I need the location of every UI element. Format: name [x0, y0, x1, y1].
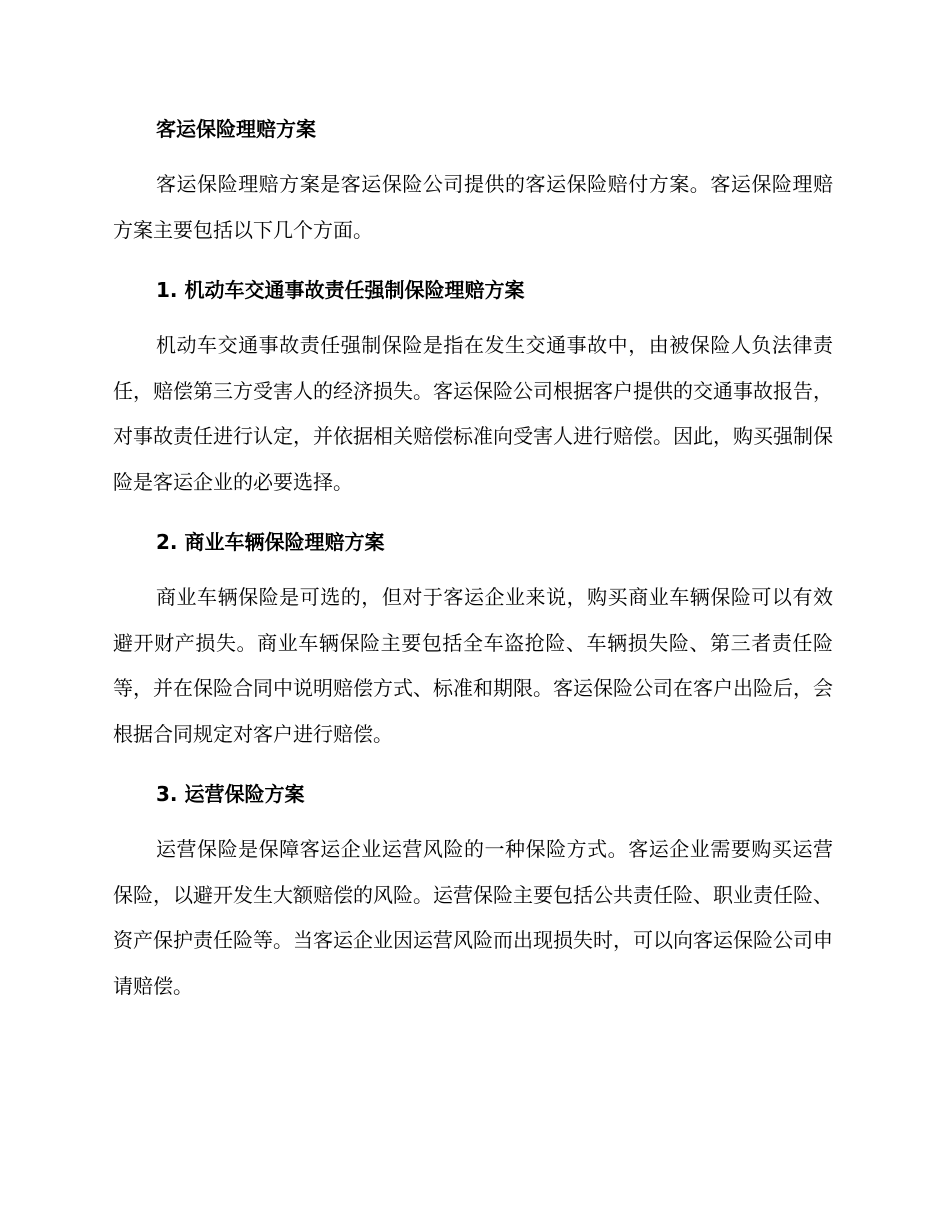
spacer: [113, 757, 833, 775]
spacer: [113, 253, 833, 271]
spacer: [113, 309, 833, 323]
spacer: [113, 813, 833, 827]
intro-paragraph: 客运保险理赔方案是客运保险公司提供的客运保险赔付方案。客运保险理赔方案主要包括以下几个方面。: [113, 172, 833, 242]
spacer: [113, 505, 833, 523]
section-body-2: 商业车辆保险是可选的，但对于客运企业来说，购买商业车辆保险可以有效避开财产损失。商业车辆保险主要包括全车盗抢险、车辆损失险、第三者责任险等，并在保险合同中说明赔偿方式、标准和期限。客运保险公司在客户出险后，会根据合同规定对客户进行赔偿。: [113, 585, 833, 746]
section-body-3: 运营保险是保障客运企业运营风险的一种保险方式。客运企业需要购买运营保险，以避开发生大额赔偿的风险。运营保险主要包括公共责任险、职业责任险、资产保护责任险等。当客运企业因运营风险而出现损失时，可以向客运保险公司申请赔偿。: [113, 837, 833, 998]
section-heading-3: 3. 运营保险方案: [156, 782, 305, 806]
spacer: [113, 561, 833, 575]
document-content: [113, 110, 833, 1009]
section-body-1: 机动车交通事故责任强制保险是指在发生交通事故中，由被保险人负法律责任，赔偿第三方受害人的经济损失。客运保险公司根据客户提供的交通事故报告，对事故责任进行认定，并依据相关赔偿标准向受害人进行赔偿。因此，购买强制保险是客运企业的必要选择。: [113, 333, 833, 494]
spacer: [113, 148, 833, 162]
section-heading-2: 2. 商业车辆保险理赔方案: [156, 530, 385, 554]
section-heading-1: 1. 机动车交通事故责任强制保险理赔方案: [156, 278, 525, 302]
document-title: 客运保险理赔方案: [156, 117, 316, 141]
